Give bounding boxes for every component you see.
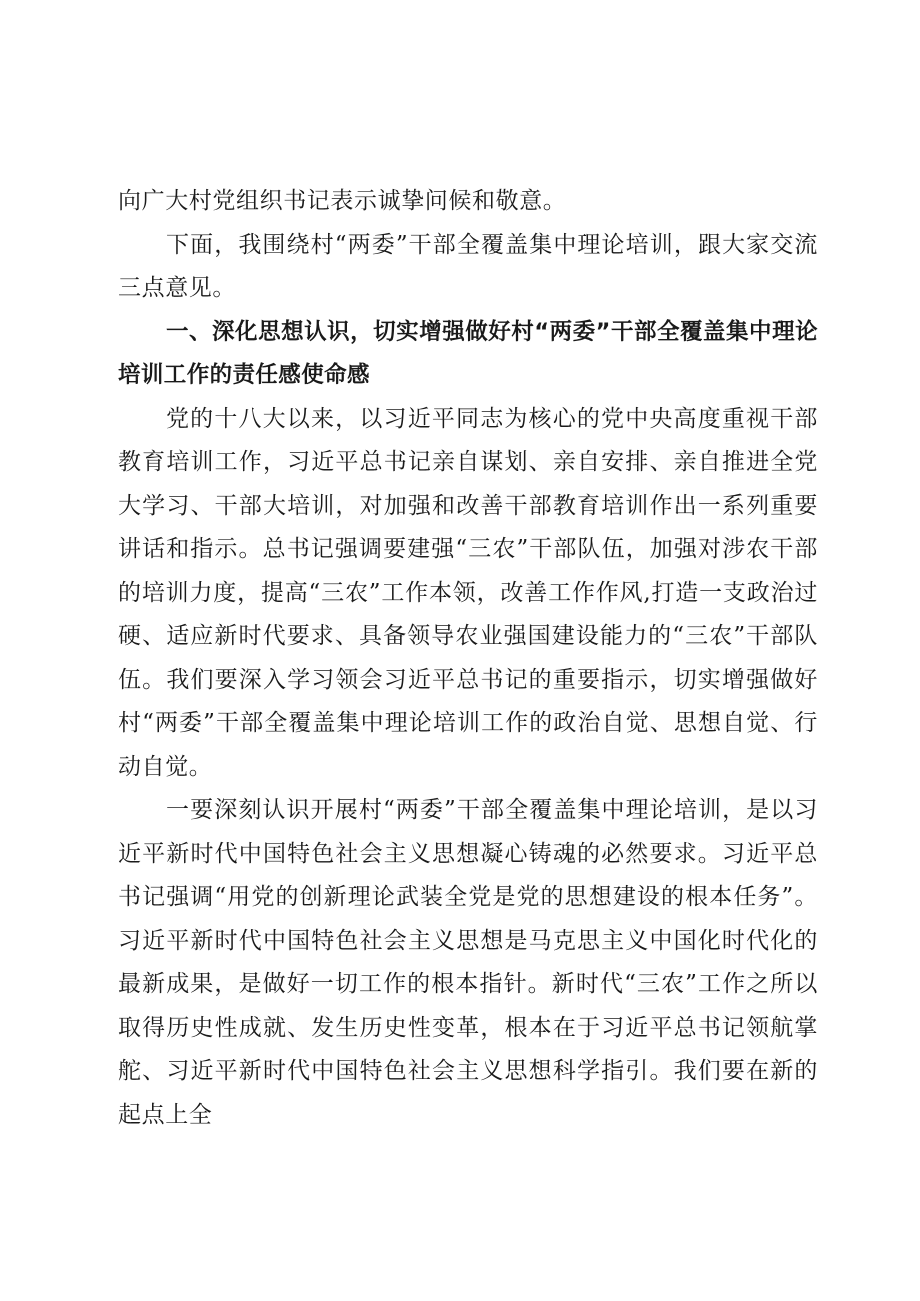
document-page	[118, 180, 818, 1137]
section-heading-1: 一、深化思想认识，切实增强做好村“两委”干部全覆盖集中理论培训工作的责任感使命感	[118, 318, 818, 388]
paragraph-point-1: 一要深刻认识开展村“两委”干部全覆盖集中理论培训，是以习近平新时代中国特色社会主义思想凝心铸魂的必然要求。习近平总书记强调“用党的创新理论武装全党是党的思想建设的根本任务”。习近平新时代中国特色社会主义思想是马克思主义中国化时代化的最新成果，是做好一切工作的根本指针。新时代“三农”工作之所以取得历史性成就、发生历史性变革，根本在于习近平总书记领航掌舵、习近平新时代中国特色社会主义思想科学指引。我们要在新的起点上全	[118, 797, 818, 1128]
paragraph-greeting-continuation: 向广大村党组织书记表示诚挚问候和敬意。	[118, 188, 567, 214]
paragraph-section-1-body: 党的十八大以来，以习近平同志为核心的党中央高度重视干部教育培训工作，习近平总书记亲自谋划、亲自安排、亲自推进全党大学习、干部大培训，对加强和改善干部教育培训作出一系列重要讲话和指示。总书记强调要建强“三农”干部队伍，加强对涉农干部的培训力度，提高“三农”工作本领，改善工作作风,打造一支政治过硬、适应新时代要求、具备领导农业强国建设能力的“三农”干部队伍。我们要深入学习领会习近平总书记的重要指示，切实增强做好村“两委”干部全覆盖集中理论培训工作的政治自觉、思想自觉、行动自觉。	[118, 405, 818, 780]
paragraph-intro: 下面，我围绕村“两委”干部全覆盖集中理论培训，跟大家交流三点意见。	[118, 231, 818, 301]
